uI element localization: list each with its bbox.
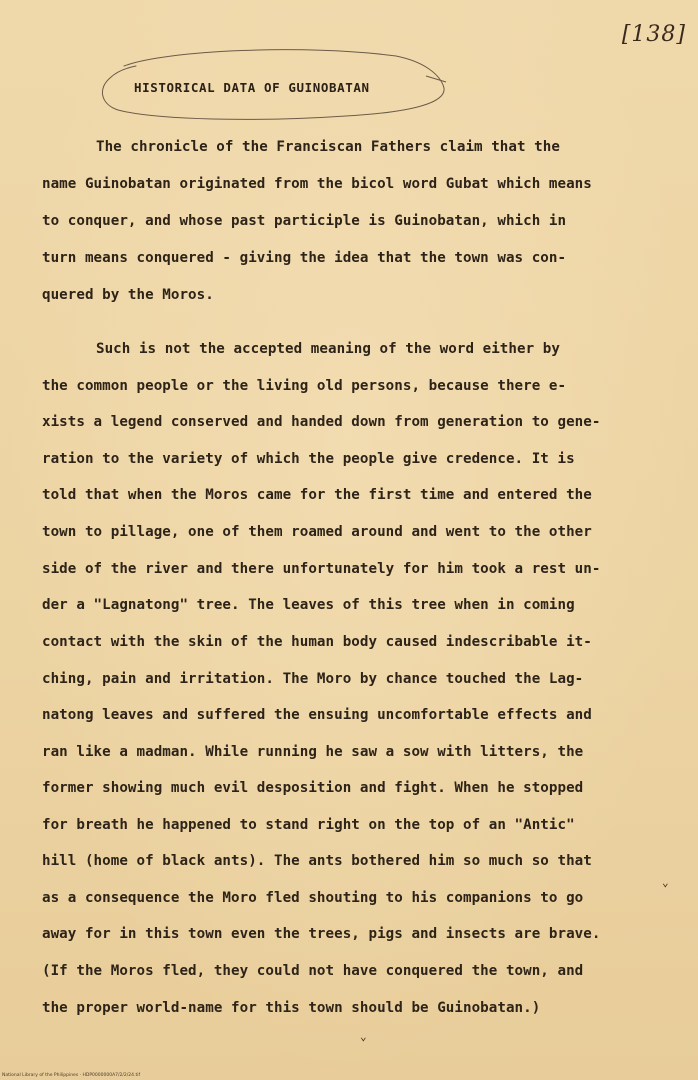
text-line: former showing much evil desposition and fight. When he stopped	[42, 780, 584, 796]
text-line: (If the Moros fled, they could not have conquered the town, and	[42, 963, 584, 979]
text-line: Such is not the accepted meaning of the word either by	[96, 341, 560, 357]
text-line: natong leaves and suffered the ensuing uncomfortable effects and	[42, 707, 592, 723]
text-line: the common people or the living old persons, because there e-	[42, 378, 567, 394]
page-number: [138]	[621, 22, 686, 47]
document-title: HISTORICAL DATA OF GUINOBATAN	[134, 80, 370, 95]
text-line: to conquer, and whose past participle is Guinobatan, which in	[42, 213, 567, 229]
title-block	[96, 46, 454, 128]
text-line: ching, pain and irritation. The Moro by chance touched the Lag-	[42, 671, 584, 687]
text-line: turn means conquered - giving the idea that the town was con-	[42, 250, 567, 266]
text-line: town to pillage, one of them roamed around and went to the other	[42, 524, 592, 540]
margin-mark: ⌄	[360, 1030, 367, 1043]
margin-mark: ⌄	[662, 876, 669, 889]
text-line: for breath he happened to stand right on the top of an "Antic"	[42, 817, 575, 833]
text-line: contact with the skin of the human body caused indescribable it-	[42, 634, 592, 650]
text-line: hill (home of black ants). The ants bothered him so much so that	[42, 853, 592, 869]
text-line: as a consequence the Moro fled shouting to his companions to go	[42, 890, 584, 906]
text-line: side of the river and there unfortunately for him took a rest un-	[42, 561, 601, 577]
text-line: The chronicle of the Franciscan Fathers claim that the	[96, 139, 560, 155]
text-line: name Guinobatan originated from the bicol word Gubat which means	[42, 176, 592, 192]
text-line: quered by the Moros.	[42, 287, 214, 303]
text-line: told that when the Moros came for the first time and entered the	[42, 487, 592, 503]
text-line: the proper world-name for this town should be Guinobatan.)	[42, 1000, 541, 1016]
text-line: der a "Lagnatong" tree. The leaves of this tree when in coming	[42, 597, 575, 613]
text-line: xists a legend conserved and handed down from generation to gene-	[42, 414, 601, 430]
text-line: ration to the variety of which the people give credence. It is	[42, 451, 575, 467]
text-line: away for in this town even the trees, pigs and insects are brave.	[42, 926, 601, 942]
text-line: ran like a madman. While running he saw a sow with litters, the	[42, 744, 584, 760]
archive-footer: National Library of the Philippines · HDP0000000A7/2/2/24.tif	[2, 1073, 141, 1078]
